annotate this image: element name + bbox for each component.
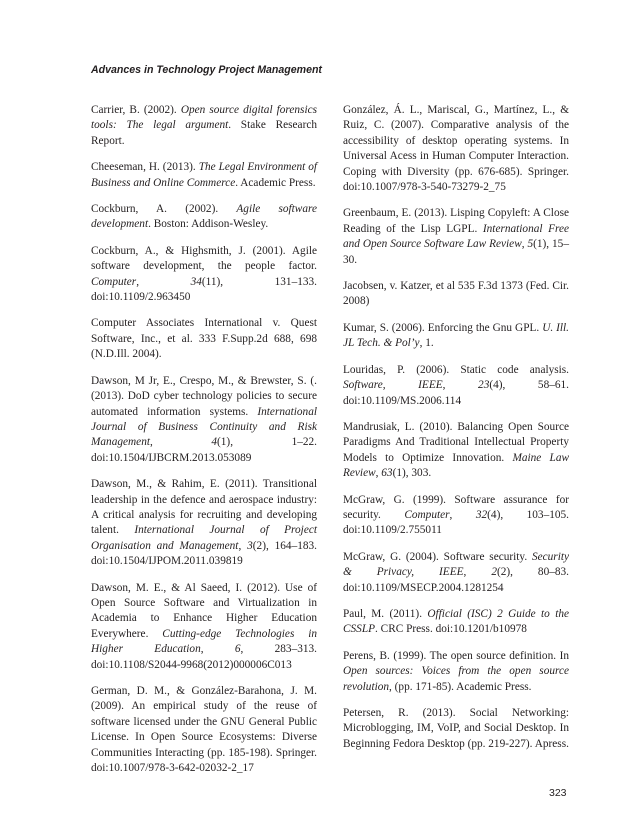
reference-italic-segment: 32: [475, 508, 488, 521]
running-header: Advances in Technology Project Management: [91, 64, 322, 76]
reference-text-segment: ,: [375, 467, 382, 480]
reference-italic-segment: 5: [527, 238, 534, 251]
reference-text-segment: Carrier, B. (2002).: [91, 104, 181, 116]
reference-text-segment: Mandrusiak, L. (2010). Balancing Open Source Paradigms And Traditional Intellectual Property Models to Optimize Innovation.: [343, 420, 569, 464]
references-left-column: [91, 103, 317, 787]
reference-text-segment: ,: [149, 436, 212, 449]
reference-text-segment: (2), 80–83. doi:10.1109/MSECP.2004.1281254: [343, 566, 569, 594]
reference-italic-segment: Security & Privacy, IEEE: [343, 550, 569, 579]
reference-text-segment: Louridas, P. (2006). Static code analysis.: [343, 363, 569, 376]
reference-text-segment: . Academic Press.: [235, 176, 316, 189]
reference-italic-segment: 63: [381, 467, 393, 480]
reference-entry: [91, 374, 317, 466]
reference-text-segment: ,: [238, 539, 248, 552]
page-number: 323: [549, 787, 567, 799]
reference-text-segment: McGraw, G. (2004). Software security.: [343, 550, 532, 563]
reference-italic-segment: Computer: [404, 508, 450, 521]
reference-text-segment: , 1.: [419, 337, 434, 350]
reference-italic-segment: 34: [190, 275, 202, 288]
reference-text-segment: . Stake Research Report.: [91, 119, 317, 147]
reference-entry: [91, 103, 317, 149]
reference-entry: [343, 493, 569, 539]
reference-text-segment: Dawson, M. E., & Al Saeed, I. (2012). Use of Open Source Software and Virtualization in Academia to Enhance Higher Education Everywhere.: [91, 581, 317, 640]
reference-entry: [343, 550, 569, 596]
reference-entry: [343, 706, 569, 752]
reference-italic-segment: International Journal of Project Organisation and Management: [91, 524, 317, 552]
reference-italic-segment: 6: [234, 643, 241, 656]
reference-text-segment: Paul, M. (2011).: [343, 607, 428, 620]
reference-italic-segment: Computer: [91, 275, 137, 288]
reference-text-segment: Dawson, M Jr, E., Crespo, M., & Brewster, S. (. (2013). DoD cyber technology policies to secure automated information systems.: [91, 374, 317, 418]
reference-entry: [343, 420, 569, 482]
reference-entry: [91, 244, 317, 306]
reference-text-segment: , 283–313. doi:10.1108/S2044-9968(2012)000006C013: [91, 643, 317, 671]
reference-italic-segment: Cutting-edge Technologies in Higher Education: [91, 627, 317, 656]
reference-text-segment: (1), 15–30.: [343, 238, 569, 266]
reference-italic-segment: Open sources: Voices from the open source revolution: [343, 665, 569, 693]
reference-text-segment: ,: [442, 379, 479, 392]
reference-text-segment: (4), 103–105. doi:10.1109/2.755011: [343, 508, 569, 537]
reference-entry: [343, 103, 569, 195]
reference-text-segment: (1), 303.: [392, 467, 432, 480]
reference-entry: [91, 316, 317, 362]
reference-text-segment: Petersen, R. (2013). Social Networking: Microblogging, IM, VoIP, and Social Desktop. In Beginning Fedora Desktop (pp. 219-227). Apress.: [343, 707, 569, 750]
reference-italic-segment: International Free and Open Source Software Law Review: [343, 222, 569, 251]
reference-italic-segment: The Legal Environment of Business and Online Commerce: [91, 161, 318, 189]
reference-italic-segment: Maine Law Review: [343, 451, 570, 480]
reference-entry: [91, 202, 317, 233]
reference-entry: [343, 321, 569, 352]
reference-text-segment: Greenbaum, E. (2013). Lisping Copyleft: A Close Reading of the Lisp LGPL.: [343, 207, 569, 235]
reference-text-segment: Cheeseman, H. (2013).: [91, 161, 199, 174]
reference-text-segment: ,: [449, 508, 476, 521]
reference-italic-segment: 2: [491, 566, 497, 579]
reference-entry: [91, 477, 317, 569]
reference-text-segment: Cockburn, A., & Highsmith, J. (2001). Agile software development, the people factor.: [91, 244, 317, 273]
reference-text-segment: (11), 131–133. doi:10.1109/2.963450: [91, 275, 317, 304]
reference-text-segment: McGraw, G. (1999). Software assurance for security.: [343, 493, 569, 521]
reference-text-segment: Perens, B. (1999). The open source definition. In: [343, 649, 569, 662]
references-right-column: [343, 103, 569, 763]
reference-entry: [343, 607, 569, 638]
reference-italic-segment: 3: [247, 539, 253, 552]
reference-text-segment: Kumar, S. (2006). Enforcing the Gnu GPL.: [343, 321, 543, 334]
reference-entry: [343, 279, 569, 310]
reference-text-segment: ,: [521, 238, 528, 251]
reference-text-segment: Jacobsen, v. Katzer, et al 535 F.3d 1373 (Fed. Cir. 2008): [343, 280, 569, 308]
reference-italic-segment: International Journal of Business Continuity and Risk Management: [91, 405, 317, 449]
reference-text-segment: ,: [463, 566, 492, 579]
reference-entry: [91, 581, 317, 673]
reference-italic-segment: 23: [478, 379, 490, 392]
reference-text-segment: . CRC Press. doi:10.1201/b10978: [375, 623, 527, 636]
reference-italic-segment: Open source digital forensics tools: The legal argument: [91, 104, 317, 132]
reference-italic-segment: Software, IEEE: [343, 379, 443, 392]
reference-text-segment: (4), 58–61. doi:10.1109/MS.2006.114: [343, 379, 569, 407]
reference-italic-segment: Agile software development: [91, 203, 317, 231]
reference-text-segment: Cockburn, A. (2002).: [91, 203, 237, 216]
reference-text-segment: (1), 1–22. doi:10.1504/IJBCRM.2013.053089: [91, 436, 317, 464]
reference-text-segment: (2), 164–183. doi:10.1504/IJPOM.2011.039819: [91, 539, 317, 568]
reference-text-segment: ,: [200, 643, 235, 656]
reference-entry: [343, 206, 569, 268]
reference-italic-segment: U. Ill. JL Tech. & Pol’y: [343, 321, 570, 350]
reference-text-segment: . Boston: Addison-Wesley.: [148, 218, 269, 231]
reference-text-segment: Dawson, M., & Rahim, E. (2011). Transitional leadership in the defence and aerospace industry: A critical analysis for recruiting and developing talent.: [91, 478, 317, 537]
reference-text-segment: , (pp. 171-85). Academic Press.: [389, 680, 532, 693]
reference-entry: [343, 649, 569, 695]
reference-text-segment: Computer Associates International v. Quest Software, Inc., et al. 333 F.Supp.2d 688, 698 (N.D.Ill. 2004).: [91, 317, 317, 361]
reference-text-segment: ,: [136, 275, 191, 288]
reference-entry: [91, 684, 317, 776]
reference-entry: [343, 363, 569, 409]
reference-entry: [91, 160, 317, 191]
reference-italic-segment: 4: [211, 436, 218, 449]
reference-italic-segment: Official (ISC) 2 Guide to the CSSLP: [343, 607, 569, 636]
reference-text-segment: González, Á. L., Mariscal, G., Martínez, L., & Ruiz, C. (2007). Comparative analysis of the accessibility of desktop operating systems. In Universal Acess in Human Computer Interaction. Coping with Diversity (pp. 676-685). Springer. doi:10.1007/978-3-540-73279-2_75: [343, 104, 569, 194]
reference-text-segment: German, D. M., & González-Barahona, J. M. (2009). An empirical study of the reuse of software licensed under the GNU General Public License. In Open Source Ecosystems: Diverse Communities Interacting (pp. 185-198). Springer. doi:10.1007/978-3-642-02032-2_17: [91, 685, 317, 775]
